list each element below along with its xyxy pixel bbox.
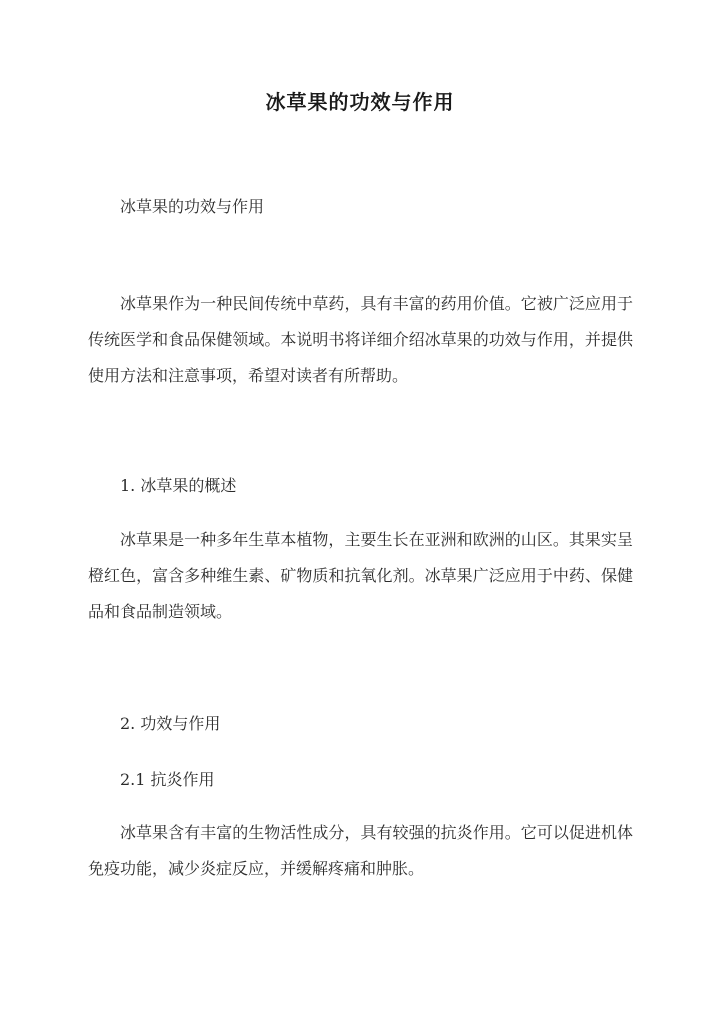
section-1-paragraph: 冰草果是一种多年生草本植物，主要生长在亚洲和欧洲的山区。其果实呈橙红色，富含多种维生素、矿物质和抗氧化剂。冰草果广泛应用于中药、保健品和食品制造领域。 [88, 530, 633, 621]
document-subtitle: 冰草果的功效与作用 [120, 197, 265, 216]
section-2-heading: 2. 功效与作用 [120, 714, 221, 733]
section-2-1-paragraph: 冰草果含有丰富的生物活性成分，具有较强的抗炎作用。它可以促进机体免疫功能，减少炎症反应，并缓解疼痛和肿胀。 [88, 823, 633, 878]
intro-paragraph: 冰草果作为一种民间传统中草药，具有丰富的药用价值。它被广泛应用于传统医学和食品保健领域。本说明书将详细介绍冰草果的功效与作用，并提供使用方法和注意事项，希望对读者有所帮助。 [88, 294, 633, 385]
section-2-1-heading: 2.1 抗炎作用 [120, 770, 215, 789]
document-title: 冰草果的功效与作用 [265, 90, 455, 114]
section-1-heading: 1. 冰草果的概述 [120, 476, 237, 495]
